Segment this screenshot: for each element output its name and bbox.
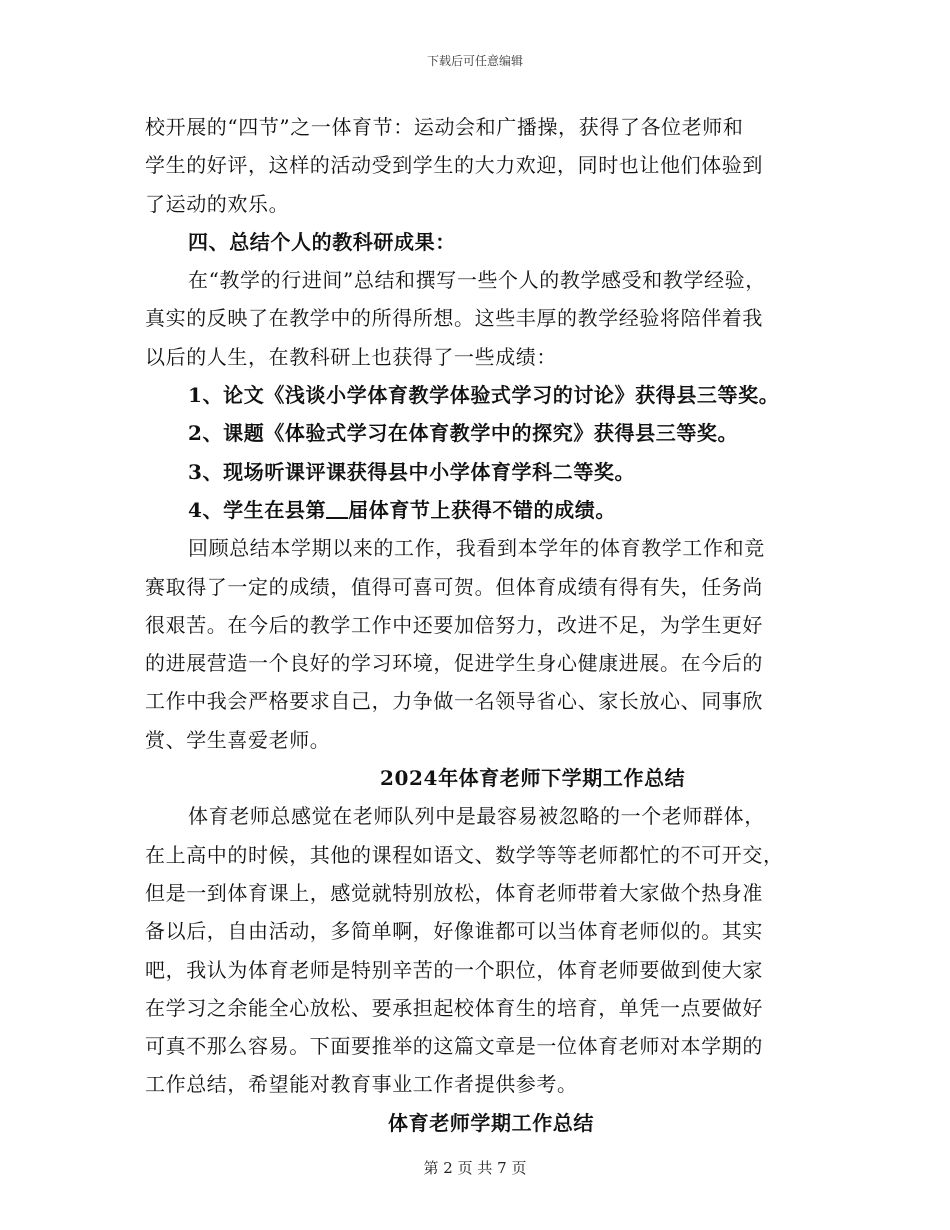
paragraph-line: 在学习之余能全心放松、要承担起校体育生的培育，单凭一点要做好 xyxy=(145,995,763,1020)
achievement-item: 1、论文《浅谈小学体育教学体验式学习的讨论》获得县三等奖。 xyxy=(188,383,780,408)
page-header-note: 下载后可任意编辑 xyxy=(426,54,523,68)
paragraph-line: 可真不那么容易。下面要推举的这篇文章是一位体育老师对本学期的 xyxy=(145,1034,763,1059)
document-body xyxy=(145,108,805,1142)
paragraph-line: 赏、学生喜爱老师。 xyxy=(145,727,331,752)
paragraph-line: 赛取得了一定的成绩，值得可喜可贺。但体育成绩有得有失，任务尚 xyxy=(145,574,763,599)
section-title: 体育老师学期工作总结 xyxy=(388,1110,594,1135)
page-number: 第 2 页 共 7 页 xyxy=(423,1159,527,1177)
paragraph-line: 工作总结，希望能对教育事业工作者提供参考。 xyxy=(145,1072,578,1097)
achievement-item-text-start: 4、学生在县第 xyxy=(188,497,327,522)
achievement-item: 3、现场听课评课获得县中小学体育学科二等奖。 xyxy=(188,459,636,484)
achievement-item xyxy=(145,491,805,529)
paragraph-line: 工作中我会严格要求自己，力争做一名领导省心、家长放心、同事欣 xyxy=(145,689,763,714)
paragraph-line: 很艰苦。在今后的教学工作中还要加倍努力，改进不足，为学生更好 xyxy=(145,612,763,637)
achievement-item-text-end: 届体育节上获得不错的成绩。 xyxy=(348,497,616,522)
section-heading: 四、总结个人的教科研成果： xyxy=(188,229,456,254)
paragraph-line: 在上高中的时候，其他的课程如语文、数学等等老师都忙的不可开交， xyxy=(145,842,784,867)
fill-in-blank xyxy=(326,499,348,519)
article-title: 2024年体育老师下学期工作总结 xyxy=(380,766,686,791)
paragraph-line: 以后的人生，在教科研上也获得了一些成绩： xyxy=(145,344,557,369)
paragraph-line: 在“教学的行进间”总结和撰写一些个人的教学感受和教学经验， xyxy=(188,268,766,293)
paragraph-line: 学生的好评，这样的活动受到学生的大力欢迎，同时也让他们体验到 xyxy=(145,153,763,178)
paragraph-line: 但是一到体育课上，感觉就特别放松，体育老师带着大家做个热身准 xyxy=(145,880,763,905)
paragraph-line: 校开展的“四节”之一体育节：运动会和广播操，获得了各位老师和 xyxy=(145,115,744,139)
achievement-item: 2、课题《体验式学习在体育教学中的探究》获得县三等奖。 xyxy=(188,421,739,446)
paragraph-line: 吧，我认为体育老师是特别辛苦的一个职位，体育老师要做到使大家 xyxy=(145,957,763,982)
paragraph-line: 了运动的欢乐。 xyxy=(145,191,290,216)
paragraph-line: 的进展营造一个良好的学习环境，促进学生身心健康进展。在今后的 xyxy=(145,651,763,676)
paragraph-line: 真实的反映了在教学中的所得所想。这些丰厚的教学经验将陪伴着我 xyxy=(145,306,763,331)
paragraph-line: 体育老师总感觉在老师队列中是最容易被忽略的一个老师群体， xyxy=(188,804,765,829)
paragraph-line: 回顾总结本学期以来的工作，我看到本学年的体育教学工作和竞 xyxy=(188,536,765,561)
paragraph-line: 备以后，自由活动，多简单啊，好像谁都可以当体育老师似的。其实 xyxy=(145,919,763,944)
